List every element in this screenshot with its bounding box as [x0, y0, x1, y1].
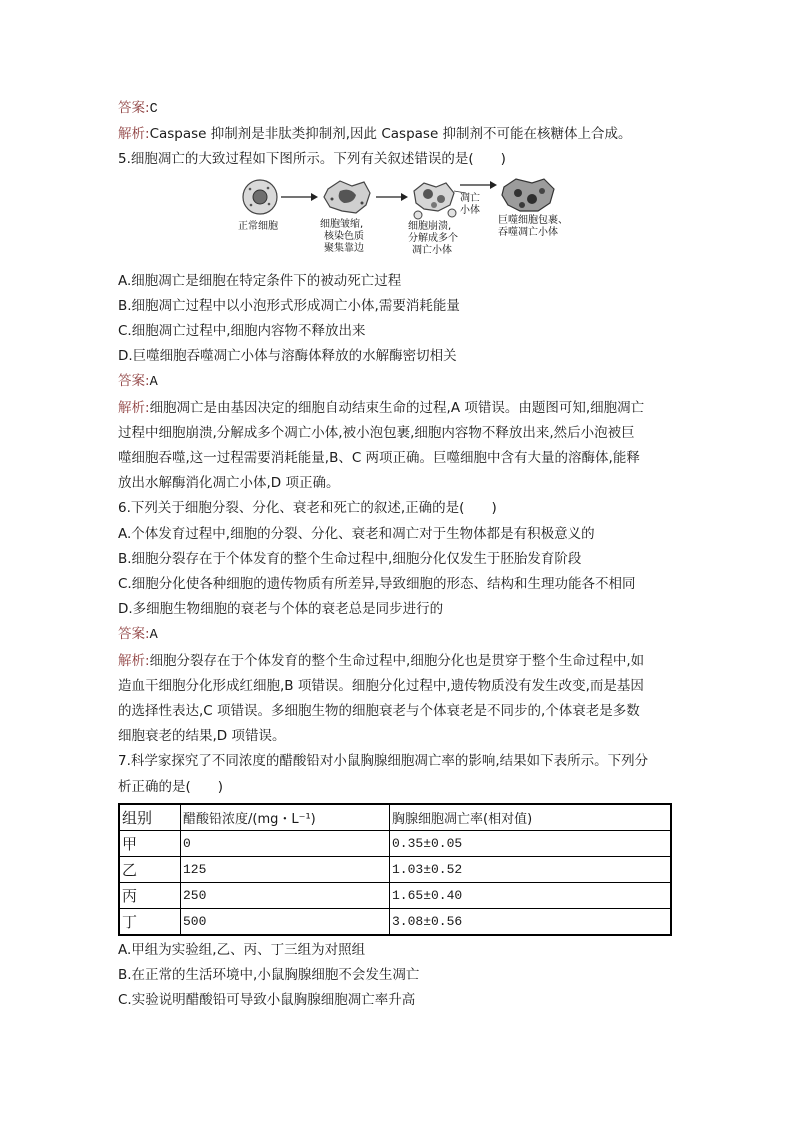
q6-analysis-line-2: 造血干细胞分化形成红细胞,B 项错误。细胞分化过程中,遗传物质没有发生改变,而是基因 [118, 677, 644, 694]
table-cell: 0 [181, 830, 390, 856]
answer-value: A [149, 375, 158, 391]
table-cell: 250 [181, 882, 390, 908]
arrow-1-icon [281, 193, 318, 201]
analysis-text: 细胞凋亡是由基因决定的细胞自动结束生命的过程,A 项错误。由题图可知,细胞凋亡 [149, 399, 645, 416]
table-row [119, 882, 671, 908]
caption-body-1: 凋亡 [460, 192, 480, 204]
q5-stem: 5.细胞凋亡的大致过程如下图所示。下列有关叙述错误的是( ) [118, 151, 506, 168]
q7-option-a: A.甲组为实验组,乙、丙、丁三组为对照组 [118, 941, 366, 958]
answer-label: 答案: [118, 626, 150, 643]
caption-normal-cell: 正常细胞 [238, 220, 278, 232]
q5-option-c: C.细胞凋亡过程中,细胞内容物不释放出来 [118, 323, 366, 340]
q6-option-d: D.多细胞生物细胞的衰老与个体的衰老总是同步进行的 [118, 601, 444, 618]
table-cell: 3.08±0.56 [390, 908, 672, 935]
shrunken-cell-icon [324, 181, 370, 213]
analysis-label: 解析: [118, 399, 150, 416]
lead-acetate-table [118, 803, 672, 936]
caption-macrophage-1: 巨噬细胞包裹、 [498, 214, 568, 226]
arrow-3-icon [460, 181, 497, 189]
q7-option-b: B.在正常的生活环境中,小鼠胸腺细胞不会发生凋亡 [118, 967, 420, 984]
q4-analysis [118, 122, 678, 147]
analysis-text: Caspase 抑制剂是非肽类抑制剂,因此 Caspase 抑制剂不可能在核糖体上合成。 [149, 126, 632, 143]
arrow-2-icon [376, 193, 408, 201]
normal-cell-icon [243, 180, 277, 214]
q5-analysis-line-1 [118, 396, 678, 421]
q5-answer [118, 369, 678, 395]
q6-option-a: A.个体发育过程中,细胞的分裂、分化、衰老和凋亡对于生物体都是有积极意义的 [118, 525, 595, 542]
q7-stem-line-1: 7.科学家探究了不同浓度的醋酸铅对小鼠胸腺细胞凋亡率的影响,结果如下表所示。下列分 [118, 753, 649, 770]
caption-collapse-3: 凋亡小体 [412, 244, 452, 256]
table-header-row [119, 804, 671, 831]
table-cell: 125 [181, 856, 390, 882]
table-cell: 乙 [119, 856, 181, 882]
analysis-text: 细胞分裂存在于个体发育的整个生命过程中,细胞分化也是贯穿于整个生命过程中,如 [149, 652, 645, 669]
q5-option-d: D.巨噬细胞吞噬凋亡小体与溶酶体释放的水解酶密切相关 [118, 348, 457, 365]
q7-option-c: C.实验说明醋酸铅可导致小鼠胸腺细胞凋亡率升高 [118, 992, 416, 1009]
table-row [119, 856, 671, 882]
table-cell: 1.03±0.52 [390, 856, 672, 882]
q6-analysis-line-4: 细胞衰老的结果,D 项错误。 [118, 728, 286, 745]
q6-stem: 6.下列关于细胞分裂、分化、衰老和死亡的叙述,正确的是( ) [118, 500, 497, 517]
apoptosis-diagram [118, 177, 678, 269]
table-cell: 甲 [119, 830, 181, 856]
answer-label: 答案: [118, 373, 150, 390]
table-cell: 0.35±0.05 [390, 830, 672, 856]
q6-option-c: C.细胞分化使各种细胞的遗传物质有所差异,导致细胞的形态、结构和生理功能各不相同 [118, 576, 636, 593]
table-row [119, 830, 671, 856]
caption-body-2: 小体 [460, 204, 480, 216]
caption-collapse-1: 细胞崩溃, [408, 220, 452, 232]
q5-option-b: B.细胞凋亡过程中以小泡形式形成凋亡小体,需要消耗能量 [118, 297, 460, 314]
caption-shrink-3: 聚集靠边 [324, 242, 364, 254]
q6-analysis-line-1 [118, 649, 678, 674]
table-cell: 1.65±0.40 [390, 882, 672, 908]
q5-analysis-line-3: 噬细胞吞噬,这一过程需要消耗能量,B、C 两项正确。巨噬细胞中含有大量的溶酶体,能释 [118, 450, 640, 467]
answer-value: A [149, 628, 158, 644]
table-header-cell: 醋酸铅浓度/(mg・L⁻¹) [181, 804, 390, 831]
caption-shrink-1: 细胞皱缩, [320, 218, 364, 230]
q5-option-a: A.细胞凋亡是细胞在特定条件下的被动死亡过程 [118, 272, 402, 289]
q6-answer [118, 622, 678, 648]
answer-label: 答案: [118, 100, 150, 116]
caption-shrink-2: 核染色质 [324, 230, 364, 242]
q4-answer [118, 96, 678, 122]
caption-macrophage-2: 吞噬凋亡小体 [498, 226, 558, 238]
q6-analysis-line-3: 的选择性表达,C 项错误。多细胞生物的细胞衰老与个体衰老是不同步的,个体衰老是多数 [118, 703, 640, 720]
analysis-label: 解析: [118, 126, 150, 143]
macrophage-icon [502, 179, 554, 211]
apoptotic-bodies-icon [414, 183, 466, 219]
table-header-cell: 组别 [119, 804, 181, 831]
answer-value: C [149, 102, 158, 117]
table-row [119, 908, 671, 935]
table-header-cell: 胸腺细胞凋亡率(相对值) [390, 804, 672, 831]
q7-stem-line-2: 析正确的是( ) [118, 778, 224, 795]
table-cell: 丁 [119, 908, 181, 935]
q5-analysis-line-2: 过程中细胞崩溃,分解成多个凋亡小体,被小泡包裹,细胞内容物不释放出来,然后小泡被巨 [118, 424, 635, 441]
table-cell: 500 [181, 908, 390, 935]
table-cell: 丙 [119, 882, 181, 908]
caption-collapse-2: 分解成多个 [408, 232, 458, 244]
q5-analysis-line-4: 放出水解酶消化凋亡小体,D 项正确。 [118, 475, 340, 492]
q6-option-b: B.细胞分裂存在于个体发育的整个生命过程中,细胞分化仅发生于胚胎发育阶段 [118, 550, 582, 567]
apoptosis-figure [118, 177, 678, 269]
analysis-label: 解析: [118, 652, 150, 669]
document-page [118, 96, 678, 1013]
